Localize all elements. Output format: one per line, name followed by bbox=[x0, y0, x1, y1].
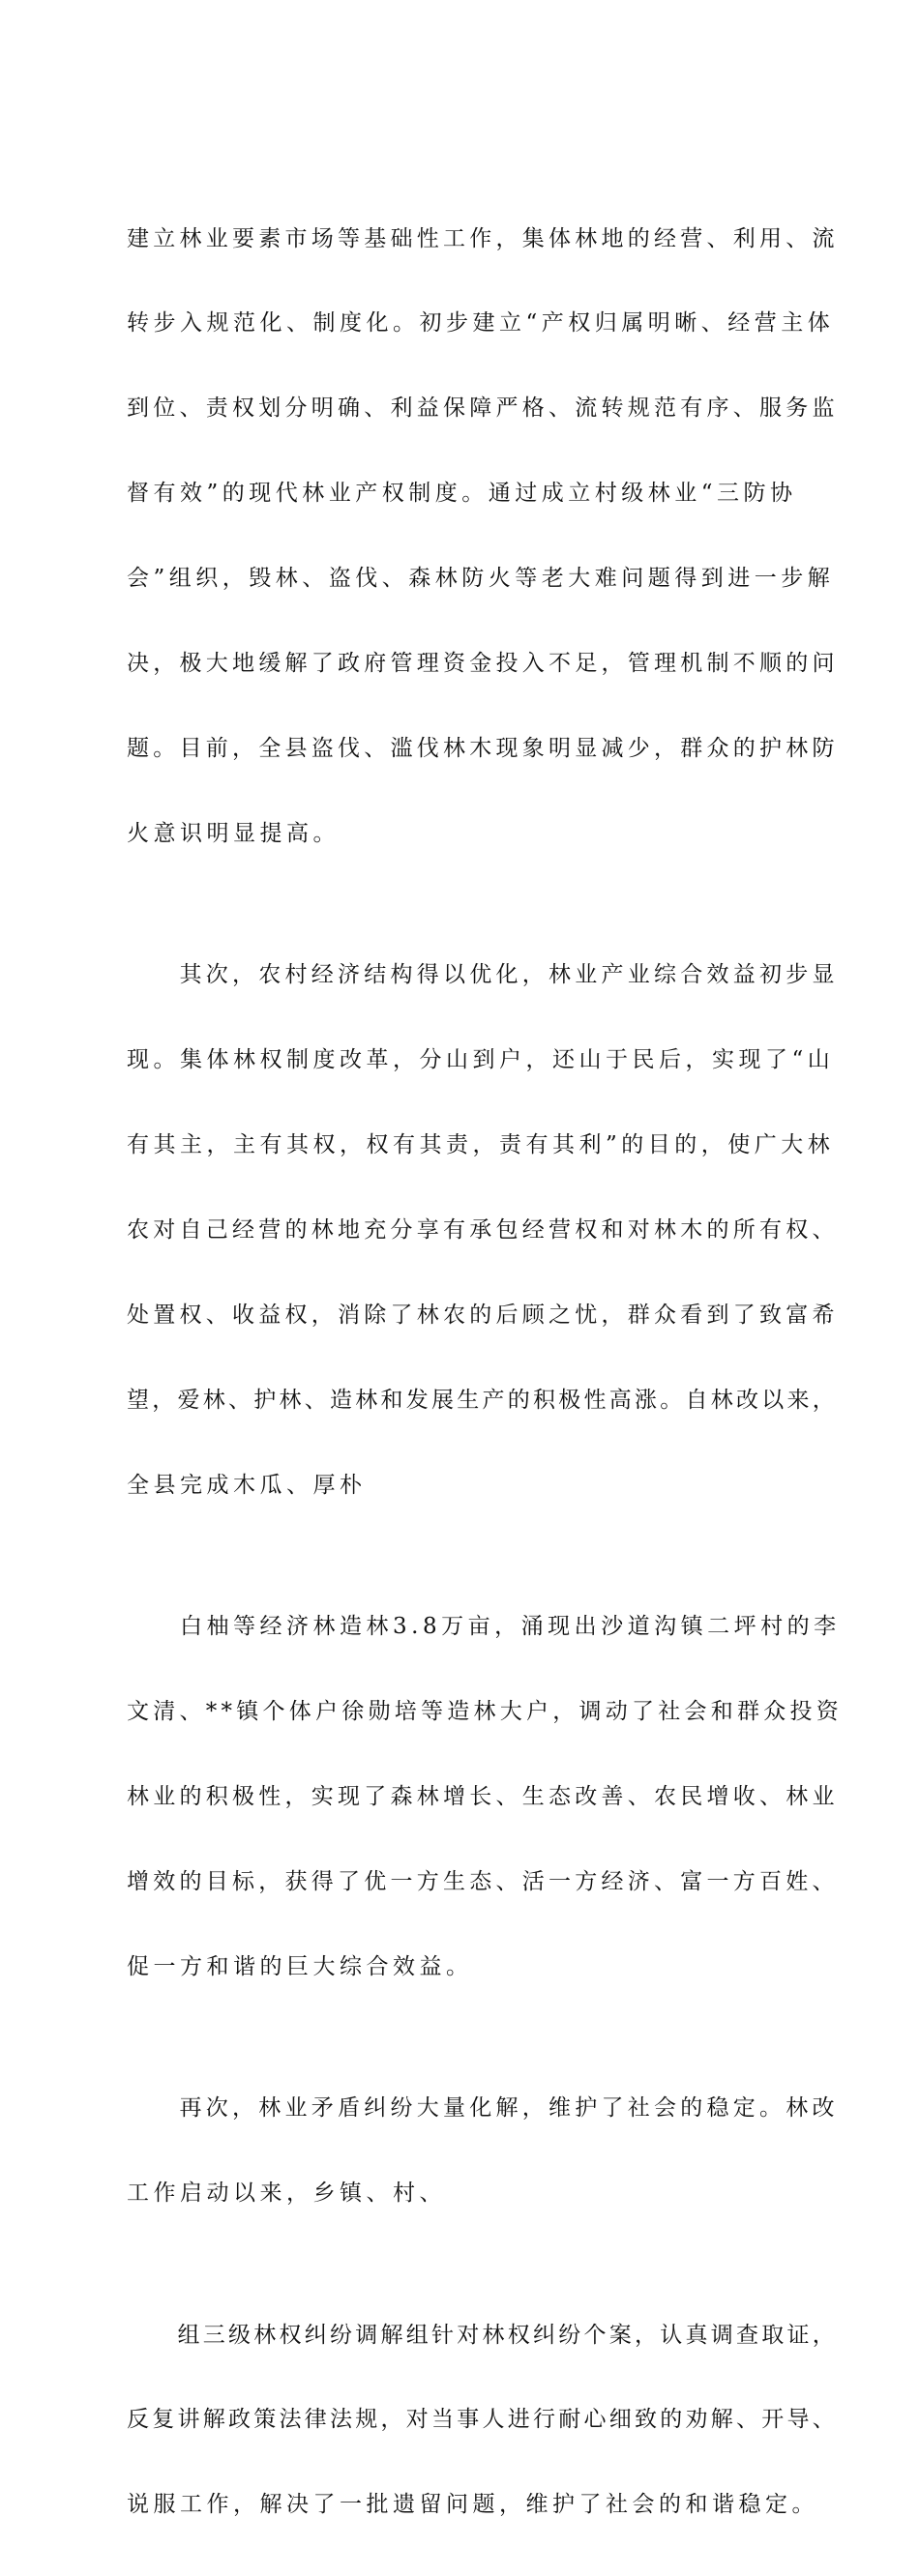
document-body bbox=[127, 168, 843, 2576]
text-line: 促一方和谐的巨大综合效益。 bbox=[127, 1953, 473, 1979]
paragraph-forestry-market bbox=[127, 168, 839, 905]
text-line: 现。集体林权制度改革，分山到户，还山于民后，实现了“山 bbox=[127, 1047, 835, 1073]
paragraph-afforestation bbox=[127, 1557, 843, 2038]
text-line: 建立林业要素市场等基础性工作，集体林地的经营、利用、流 bbox=[127, 225, 839, 251]
text-line: 反复讲解政策法律法规，对当事人进行耐心细致的劝解、开导、 bbox=[127, 2407, 838, 2433]
text-line: 转步入规范化、制度化。初步建立“产权归属明晰、经营主体 bbox=[127, 310, 835, 337]
text-line: 火意识明显提高。 bbox=[127, 820, 340, 846]
text-line: 到位、责权划分明确、利益保障严格、流转规范有序、服务监 bbox=[127, 395, 839, 422]
text-line: 会”组织，毁林、盗伐、森林防火等老大难问题得到进一步解 bbox=[127, 566, 835, 592]
text-line: 决，极大地缓解了政府管理资金投入不足，管理机制不顺的问 bbox=[127, 651, 839, 677]
text-line: 组三级林权纠纷调解组针对林权纠纷个案，认真调查取证， bbox=[127, 2322, 838, 2348]
paragraph-dispute-resolution bbox=[127, 2038, 839, 2265]
paragraph-economic-structure bbox=[127, 905, 839, 1557]
text-line: 望，爱林、护林、造林和发展生产的积极性高涨。自林改以来， bbox=[127, 1387, 838, 1413]
text-line: 工作启动以来，乡镇、村、 bbox=[127, 2181, 446, 2207]
text-line: 有其主，主有其权，权有其责，责有其利”的目的，使广大林 bbox=[127, 1132, 835, 1158]
text-line: 处置权、收益权，消除了林农的后顾之忧，群众看到了致富希 bbox=[127, 1302, 839, 1328]
text-line: 农对自己经营的林地充分享有承包经营权和对林木的所有权、 bbox=[127, 1216, 839, 1243]
text-line: 再次，林业矛盾纠纷大量化解，维护了社会的稳定。林改 bbox=[127, 2095, 839, 2122]
text-line: 其次，农村经济结构得以优化，林业产业综合效益初步显 bbox=[127, 962, 839, 988]
text-line: 白柚等经济林造林3.8万亩，涌现出沙道沟镇二坪村的李 bbox=[127, 1614, 841, 1640]
text-line: 说服工作，解决了一批遗留问题，维护了社会的和谐稳定。 bbox=[127, 2492, 818, 2518]
text-line: 全县完成木瓜、厚朴 bbox=[127, 1472, 367, 1498]
text-line: 文清、**镇个体户徐勋培等造林大户，调动了社会和群众投资 bbox=[127, 1699, 843, 1725]
text-line: 林业的积极性，实现了森林增长、生态改善、农民增收、林业 bbox=[127, 1783, 839, 1809]
text-line: 督有效”的现代林业产权制度。通过成立村级林业“三防协 bbox=[127, 481, 797, 507]
text-line: 增效的目标，获得了优一方生态、活一方经济、富一方百姓、 bbox=[127, 1868, 839, 1894]
paragraph-mediation-groups bbox=[127, 2265, 838, 2576]
text-line: 题。目前，全县盗伐、滥伐林木现象明显减少，群众的护林防 bbox=[127, 735, 839, 761]
